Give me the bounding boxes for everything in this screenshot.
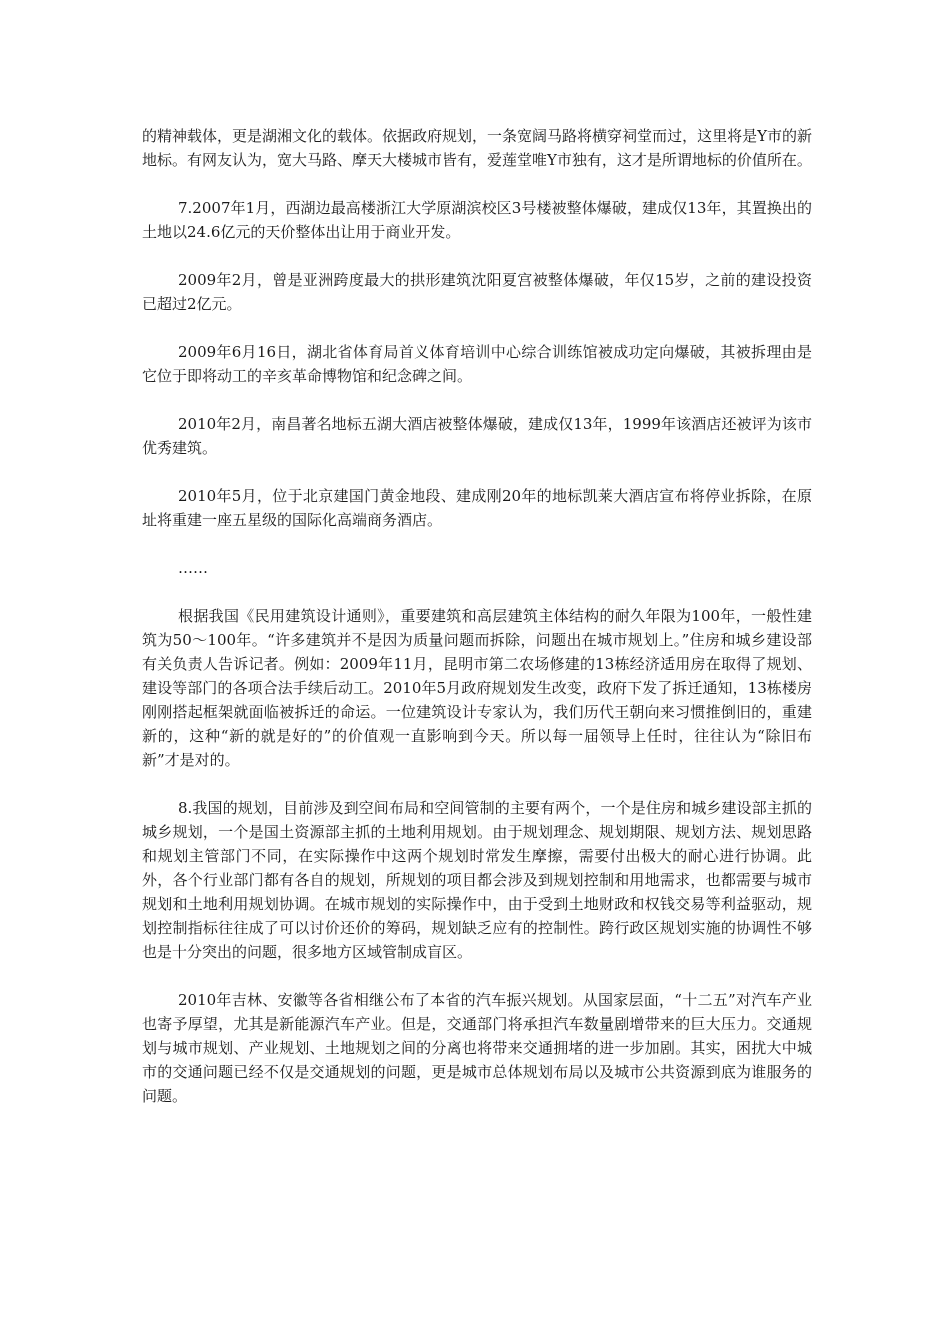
paragraph-item-8: 8.我国的规划，目前涉及到空间布局和空间管制的主要有两个，一个是住房和城乡建设部主抓的城乡规划，一个是国土资源部主抓的土地利用规划。由于规划理念、规划期限、规划方法、规划思路和规划主管部门不同，在实际操作中这两个规划时常发生摩擦，需要付出极大的耐心进行协调。此外，各个行业部门都有各自的规划，所规划的项目都会涉及到规划控制和用地需求，也都需要与城市规划和土地利用规划协调。在城市规划的实际操作中，由于受到土地财政和权钱交易等利益驱动，规划控制指标往往成了可以讨价还价的筹码，规划缺乏应有的控制性。跨行政区规划实施的协调性不够也是十分突出的问题，很多地方区域管制成盲区。 [142,799,812,961]
paragraph-hubei-training-hall: 2009年6月16日，湖北省体育局首义体育培训中心综合训练馆被成功定向爆破，其被拆理由是它位于即将动工的辛亥革命博物馆和纪念碑之间。 [142,343,812,385]
paragraph-continuation: 的精神载体，更是湖湘文化的载体。依据政府规划，一条宽阔马路将横穿祠堂而过，这里将是Y市的新地标。有网友认为，宽大马路、摩天大楼城市皆有，爱莲堂唯Y市独有，这才是所谓地标的价值所在。 [142,127,812,169]
paragraph-item-7: 7.2007年1月，西湖边最高楼浙江大学原湖滨校区3号楼被整体爆破，建成仅13年，其置换出的土地以24.6亿元的天价整体出让用于商业开发。 [142,199,812,241]
paragraph-nanchang-hotel: 2010年2月，南昌著名地标五湖大酒店被整体爆破，建成仅13年，1999年该酒店还被评为该市优秀建筑。 [142,415,812,457]
paragraph-ellipsis: …… [178,559,208,577]
paragraph-shenyang-summer-palace: 2009年2月，曾是亚洲跨度最大的拱形建筑沈阳夏宫被整体爆破，年仅15岁，之前的建设投资已超过2亿元。 [142,271,812,313]
paragraph-building-code: 根据我国《民用建筑设计通则》，重要建筑和高层建筑主体结构的耐久年限为100年，一般性建筑为50～100年。“许多建筑并不是因为质量问题而拆除，问题出在城市规划上。”住房和城乡建设部有关负责人告诉记者。例如：2009年11月，昆明市第二农场修建的13栋经济适用房在取得了规划、建设等部门的各项合法手续后动工。2010年5月政府规划发生改变，政府下发了拆迁通知，13栋楼房刚刚搭起框架就面临被拆迁的命运。一位建筑设计专家认为，我们历代王朝向来习惯推倒旧的，重建新的，这种“新的就是好的”的价值观一直影响到今天。所以每一届领导上任时，往往认为“除旧布新”才是对的。 [142,607,812,769]
paragraph-beijing-hotel: 2010年5月，位于北京建国门黄金地段、建成刚20年的地标凯莱大酒店宣布将停业拆除，在原址将重建一座五星级的国际化高端商务酒店。 [142,487,812,529]
paragraph-auto-industry: 2010年吉林、安徽等各省相继公布了本省的汽车振兴规划。从国家层面，“十二五”对汽车产业也寄予厚望，尤其是新能源汽车产业。但是，交通部门将承担汽车数量剧增带来的巨大压力。交通规划与城市规划、产业规划、土地规划之间的分离也将带来交通拥堵的进一步加剧。其实，困扰大中城市的交通问题已经不仅是交通规划的问题，更是城市总体规划布局以及城市公共资源到底为谁服务的问题。 [142,991,812,1105]
document-body [142,124,812,1132]
